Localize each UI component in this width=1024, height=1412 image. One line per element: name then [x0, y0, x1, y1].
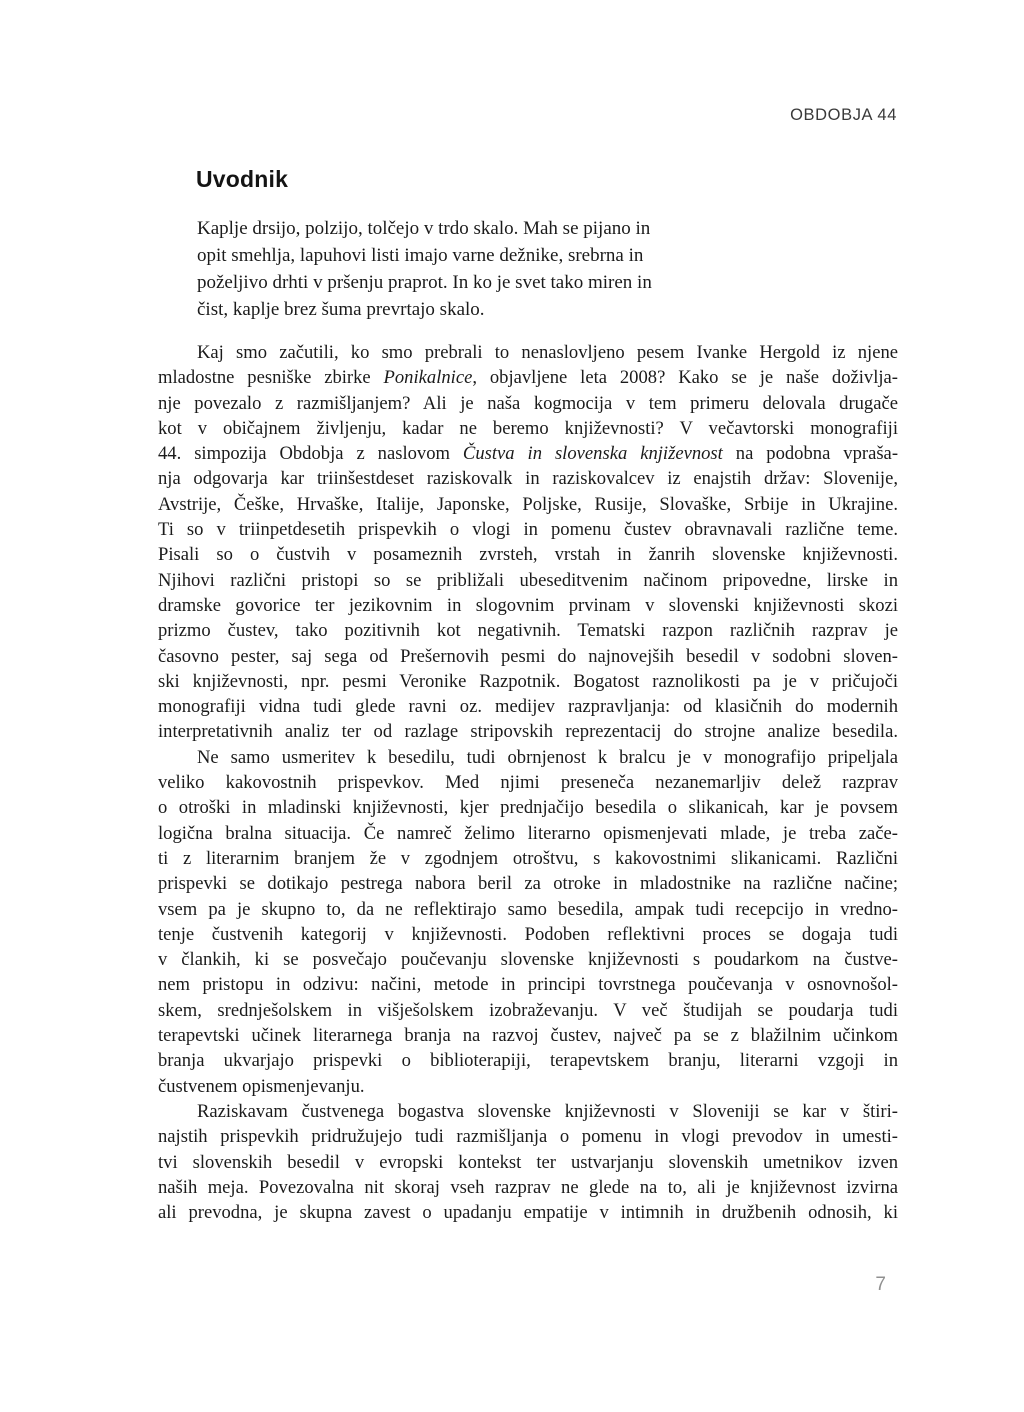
text-line [158, 542, 898, 567]
text-line [158, 998, 898, 1023]
text-line [158, 972, 898, 997]
text-line [158, 441, 898, 466]
text-line [158, 922, 898, 947]
text-segment: Kaj smo začutili, ko smo prebrali to nenaslovljeno pesem Ivanke Hergold iz njene [197, 342, 898, 363]
text-segment: ti z literarnim branjem že v zgodnjem otroštvu, s kakovostnimi slikanicami. Različni [158, 847, 898, 869]
text-line [158, 694, 898, 719]
text-segment: dramske govorice ter jezikovnim in slogovnim prvinam v slovenski književnosti skozi [158, 594, 898, 616]
text-line [158, 795, 898, 820]
text-segment: Ti so v triinpetdesetih prispevkih o vlogi in pomenu čustev obravnavali različne teme. [158, 519, 898, 541]
text-segment: tvi slovenskih besedil v evropski kontekst ter ustvarjanju slovenskih umetnikov izven [158, 1151, 898, 1173]
text-line [158, 719, 898, 744]
text-segment: mladostne pesniške zbirke [158, 367, 384, 389]
epigraph-line: opit smehlja, lapuhovi listi imajo varne dežnike, srebrna in [197, 245, 644, 266]
text-segment: skem, srednješolskem in višješolskem izobraževanju. V več študijah se poudarja tudi [158, 999, 898, 1021]
text-segment: nje povezalo z razmišljanjem? Ali je naša kogmocija v tem primeru delovala drugače [158, 392, 898, 414]
text-line [158, 871, 898, 896]
text-segment: 44. simpozija Obdobja z naslovom [158, 443, 463, 465]
epigraph-line: čist, kaplje brez šuma prevrtajo skalo. [197, 299, 485, 320]
text-line [158, 340, 898, 365]
text-line [158, 821, 898, 846]
text-segment: Pisali so o čustvih v posameznih zvrsteh, vrstah in žanrih slovenske književnosti. [158, 544, 898, 566]
text-segment: Avstrije, Češke, Hrvaške, Italije, Japonske, Poljske, Rusije, Slovaške, Srbije in Ukrajine. [158, 493, 898, 515]
page-title: Uvodnik [196, 166, 289, 192]
text-segment: časovno pester, saj sega od Prešernovih pesmi do najnovejših besedil v sodobni sloven- [158, 645, 898, 667]
text-segment: o otroški in mladinski književnosti, kjer prednjačijo besedila o slikanicah, kar je povsem [158, 797, 898, 819]
text-segment: prizmo čustev, tako pozitivnih kot negativnih. Tematski razpon različnih razprav je [158, 620, 898, 642]
text-line [158, 466, 898, 491]
text-segment: Njihovi različni pristopi so se približali ubeseditvenim načinom pripovedne, lirske in [158, 569, 898, 591]
text-segment: ali prevodna, je skupna zavest o upadanju empatije v intimnih in družbenih odnosih, ki [158, 1202, 898, 1224]
text-line [158, 568, 898, 593]
epigraph-line: poželjivo drhti v pršenju praprot. In ko je svet tako miren in [197, 272, 652, 293]
paragraph [158, 340, 898, 745]
text-segment: tenje čustvenih kategorij v književnosti. Podoben reflektivni proces se dogaja tudi [158, 923, 898, 945]
italic-text: Čustva in slovenska književnost [462, 443, 723, 465]
text-segment: vsem pa je skupno to, da ne reflektirajo samo besedila, ampak tudi recepcijo in vredno- [158, 898, 898, 920]
text-segment: prispevki se dotikajo pestrega nabora beril za otroke in mladostnike na različne načine; [158, 873, 898, 895]
text-segment: kot v običajnem življenju, kadar ne beremo književnosti? V večavtorski monografiji [158, 417, 898, 439]
text-line [158, 593, 898, 618]
text-segment: branja ukvarjajo prispevki o biblioterapiji, terapevtskem branju, literarni vzgoji in [158, 1050, 898, 1072]
text-segment: na podobna vpraša- [722, 443, 898, 465]
text-segment: naših meja. Povezovalna nit skoraj vseh razprav ne glede na to, ali je književnost izvirna [158, 1176, 898, 1198]
text-line [158, 745, 898, 770]
text-line [158, 1074, 898, 1099]
text-line [158, 1200, 898, 1225]
text-line [158, 1150, 898, 1175]
epigraph-line: Kaplje drsijo, polzijo, tolčejo v trdo skalo. Mah se pijano in [197, 218, 651, 239]
text-segment: Ne samo usmeritev k besedilu, tudi obrnjenost k bralcu je v monografijo pripeljala [197, 746, 898, 768]
text-line [158, 517, 898, 542]
text-line [158, 618, 898, 643]
text-line [158, 416, 898, 441]
text-segment: najstih prispevkih pridružujejo tudi razmišljanja o pomenu in vlogi prevodov in umesti- [158, 1126, 898, 1148]
text-segment: nem pristopu in odzivu: načini, metode in principi tovrstnega poučevanja v osnovnošol- [158, 974, 898, 996]
text-line [158, 644, 898, 669]
text-line [158, 947, 898, 972]
text-line [158, 365, 898, 390]
text-line [158, 492, 898, 517]
text-segment: , objavljene leta 2008? Kako se je naše doživlja- [472, 367, 898, 389]
text-line [158, 770, 898, 795]
text-segment: v člankih, ki se posvečajo poučevanju slovenske književnosti s poudarkom na čustve- [158, 949, 898, 971]
paragraph [158, 1099, 898, 1225]
text-segment: monografiji vidna tudi glede ravni oz. medijev razpravljanja: od klasičnih do modernih [158, 696, 898, 718]
text-segment: veliko kakovostnih prispevkov. Med njimi preseneča nezanemarljiv delež razprav [158, 772, 898, 794]
text-segment: terapevtski učinek literarnega branja na razvoj čustev, največ pa se z blažilnim učinkom [158, 1025, 898, 1047]
text-segment: čustvenem opismenjevanju. [158, 1075, 365, 1097]
text-segment: logična bralna situacija. Če namreč želimo literarno opismenjevati mlade, je treba zače- [158, 822, 898, 844]
text-line [158, 1023, 898, 1048]
text-line [158, 1048, 898, 1073]
epigraph [197, 215, 677, 323]
text-segment: Raziskavam čustvenega bogastva slovenske književnosti v Sloveniji se kar v štiri- [197, 1100, 898, 1122]
body-text [158, 340, 898, 1225]
text-line [158, 846, 898, 871]
text-line [158, 391, 898, 416]
text-segment: nja odgovarja kar triinšestdeset raziskovalk in raziskovalcev iz enajstih držav: Slovenije, [158, 468, 898, 490]
paragraph [158, 745, 898, 1099]
text-line [158, 1099, 898, 1124]
text-line [158, 669, 898, 694]
text-segment: ski književnosti, npr. pesmi Veronike Razpotnik. Bogatost raznolikosti pa je v pričujoči [158, 670, 898, 692]
page-number: 7 [875, 1274, 886, 1295]
text-segment: interpretativnih analiz ter od razlage stripovskih reprezentacij do strojne analize besedila. [158, 721, 898, 743]
text-line [158, 1124, 898, 1149]
text-line [158, 897, 898, 922]
italic-text: Ponikalnice [383, 367, 473, 389]
text-line [158, 1175, 898, 1200]
running-header: OBDOBJA 44 [790, 106, 897, 124]
